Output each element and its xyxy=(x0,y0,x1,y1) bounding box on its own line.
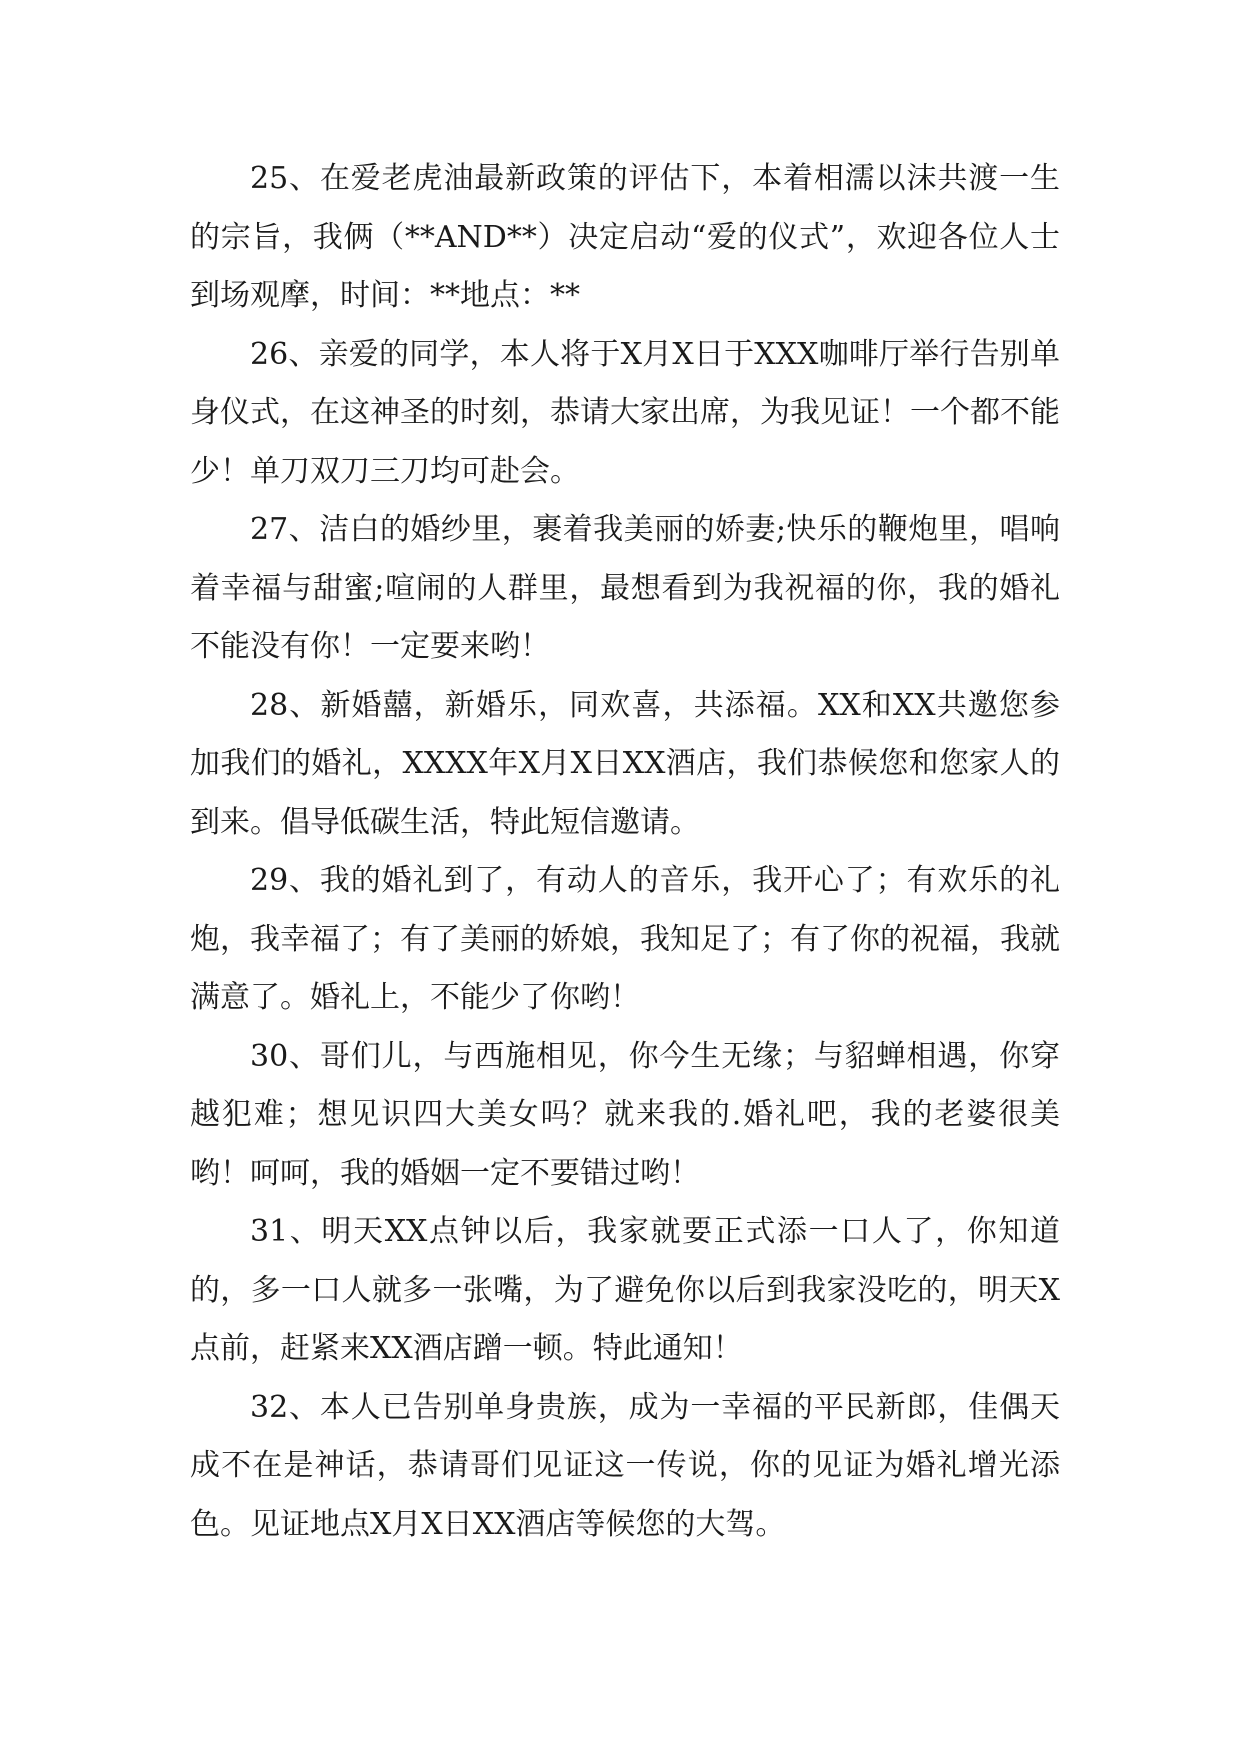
paragraph-27: 27、洁白的婚纱里，裹着我美丽的娇妻;快乐的鞭炮里，唱响着幸福与甜蜜;喧闹的人群里，最想看到为我祝福的你，我的婚礼不能没有你！一定要来哟！ xyxy=(190,512,1060,664)
paragraph-25: 25、在爱老虎油最新政策的评估下，本着相濡以沫共渡一生的宗旨，我俩（**AND**）决定启动“爱的仪式”，欢迎各位人士到场观摩，时间：**地点：** xyxy=(190,161,1060,313)
paragraph-26: 26、亲爱的同学，本人将于X月X日于XXX咖啡厅举行告别单身仪式，在这神圣的时刻，恭请大家出席，为我见证！一个都不能少！单刀双刀三刀均可赴会。 xyxy=(190,336,1060,489)
paragraph-30: 30、哥们儿，与西施相见，你今生无缘；与貂蝉相遇，你穿越犯难；想见识四大美女吗？就来我的.婚礼吧，我的老婆很美哟！呵呵，我的婚姻一定不要错过哟！ xyxy=(190,1038,1060,1191)
document-page xyxy=(190,150,1060,1554)
paragraph-28: 28、新婚囍，新婚乐，同欢喜，共添福。XX和XX共邀您参加我们的婚礼，XXXX年X月X日XX酒店，我们恭候您和您家人的到来。倡导低碳生活，特此短信邀请。 xyxy=(190,687,1060,840)
paragraph-32: 32、本人已告别单身贵族，成为一幸福的平民新郎，佳偶天成不在是神话，恭请哥们见证这一传说，你的见证为婚礼增光添色。见证地点X月X日XX酒店等候您的大驾。 xyxy=(190,1389,1060,1542)
paragraph-29: 29、我的婚礼到了，有动人的音乐，我开心了；有欢乐的礼炮，我幸福了；有了美丽的娇娘，我知足了；有了你的祝福，我就满意了。婚礼上，不能少了你哟！ xyxy=(190,863,1060,1015)
paragraph-31: 31、明天XX点钟以后，我家就要正式添一口人了，你知道的，多一口人就多一张嘴，为了避免你以后到我家没吃的，明天X点前，赶紧来XX酒店蹭一顿。特此通知！ xyxy=(190,1214,1060,1366)
